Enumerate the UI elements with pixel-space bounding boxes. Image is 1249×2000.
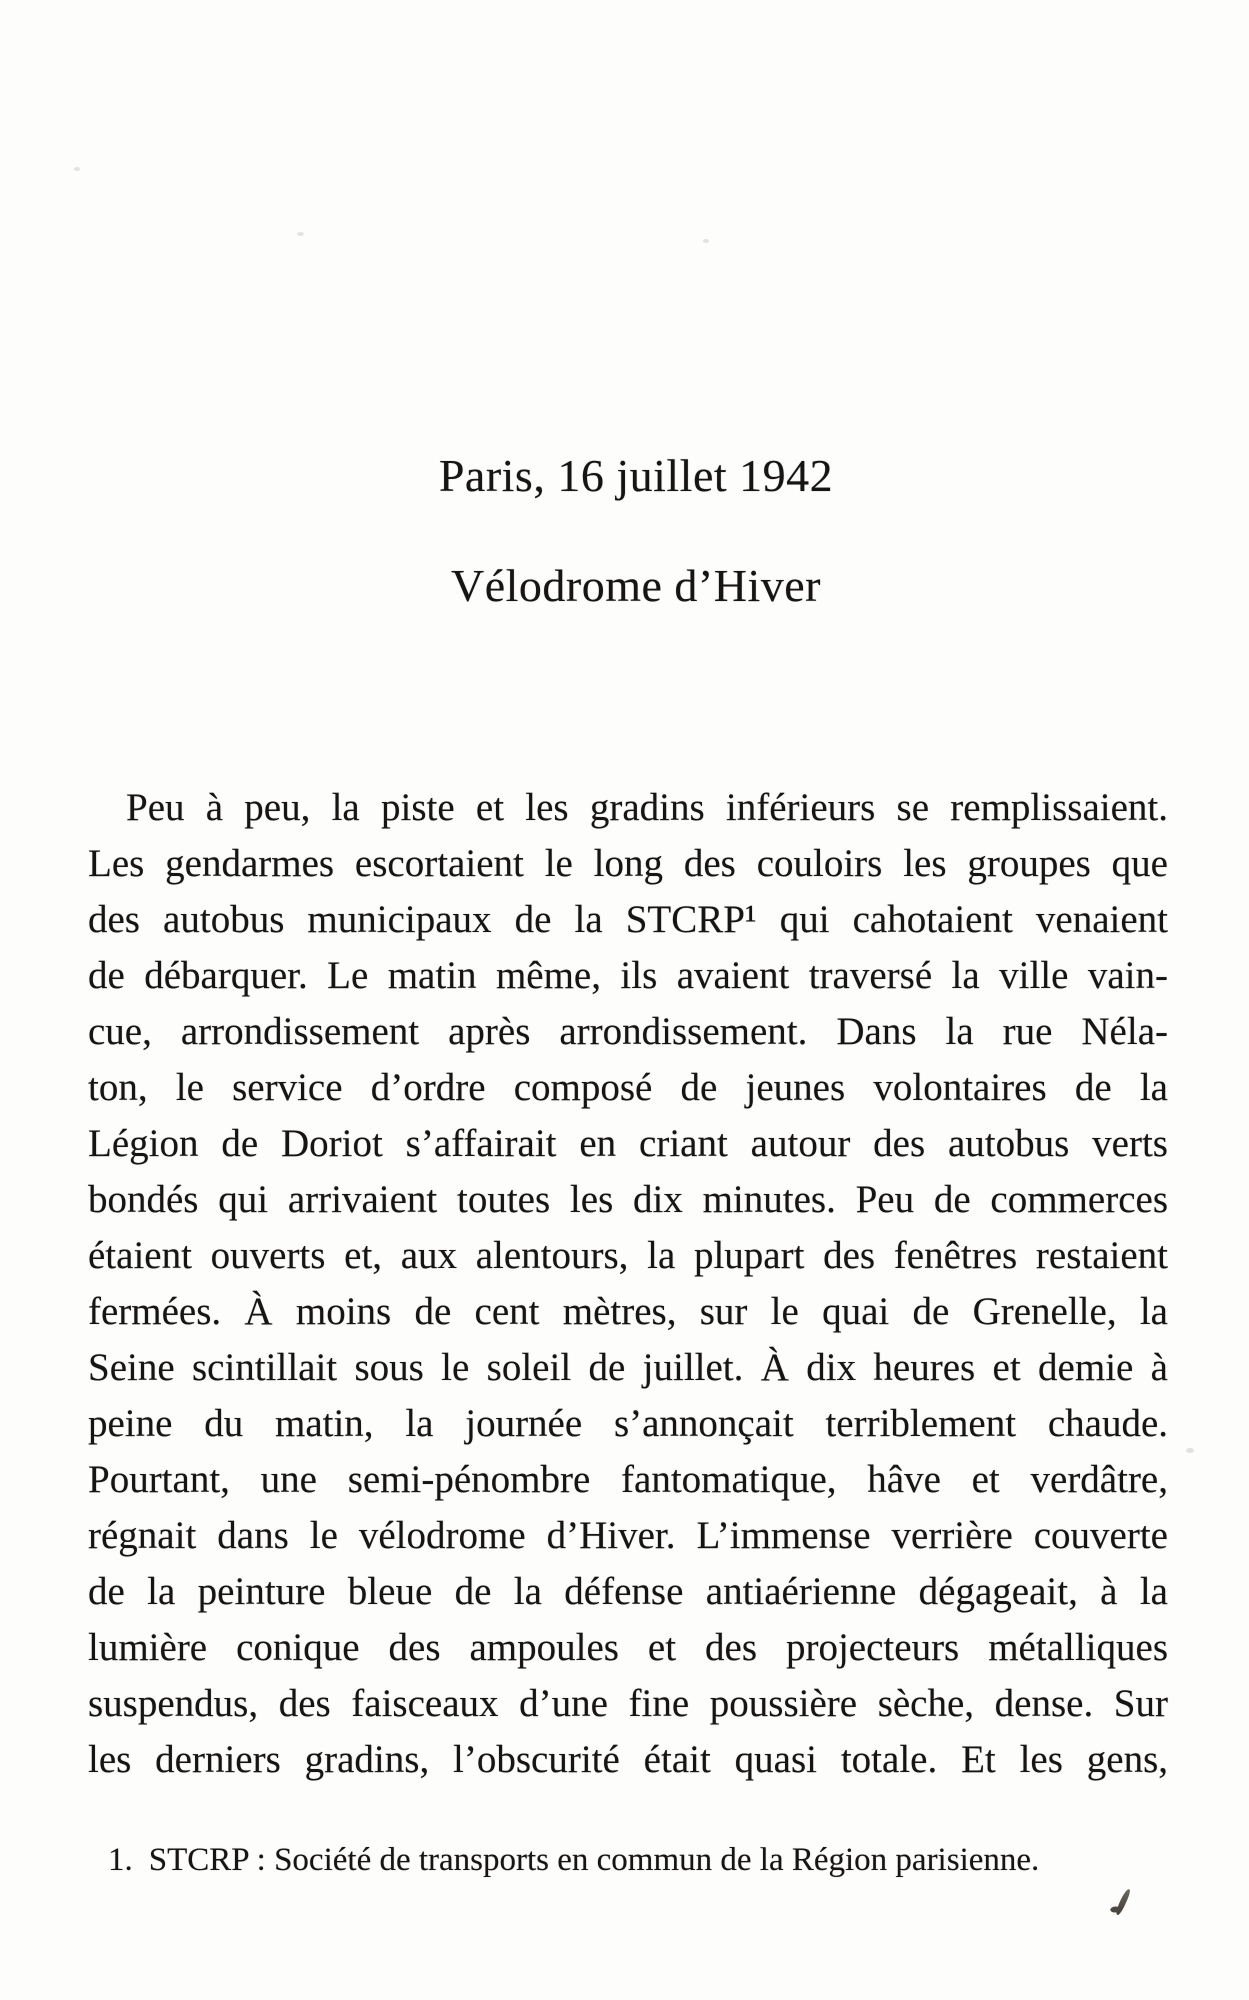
text-line-content: les derniers gradins, l’obscurité était quasi totale. Et les gens, [88,1738,1168,1781]
text-line-content: bondés qui arrivaient toutes les dix minutes. Peu de commerces [88,1178,1168,1221]
text-line-content: Légion de Doriot s’affairait en criant autour des autobus verts [88,1122,1168,1165]
text-line-content: ton, le service d’ordre composé de jeunes volontaires de la [88,1066,1168,1109]
text-line [88,892,1168,948]
text-line-content: régnait dans le vélodrome d’Hiver. L’immense verrière couverte [88,1514,1168,1557]
text-line-content: de la peinture bleue de la défense antiaérienne dégageait, à la [88,1570,1168,1613]
text-line-content: de débarquer. Le matin même, ils avaient traversé la ville vain- [88,954,1168,997]
text-line-content: Peu à peu, la piste et les gradins inférieurs se remplissaient. [126,786,1168,829]
text-line [88,1564,1168,1620]
text-line [88,1284,1168,1340]
text-line [88,1172,1168,1228]
text-line-content: lumière conique des ampoules et des projecteurs métalliques [88,1626,1168,1669]
scan-speck [74,167,80,171]
text-line [88,1228,1168,1284]
text-line-content: peine du matin, la journée s’annonçait terriblement chaude. [88,1402,1168,1445]
text-line [88,1396,1168,1452]
text-line [88,1116,1168,1172]
text-line [88,836,1168,892]
text-line [88,1508,1168,1564]
text-line-content: fermées. À moins de cent mètres, sur le quai de Grenelle, la [88,1290,1168,1333]
text-line-content: suspendus, des faisceaux d’une fine poussière sèche, dense. Sur [88,1682,1168,1725]
footnote-marker: 1. [108,1842,133,1878]
text-line [88,1620,1168,1676]
scan-speck [297,232,304,236]
body-paragraph [88,780,1168,1788]
text-line [88,1004,1168,1060]
scan-speck [703,239,709,243]
text-line-content: étaient ouverts et, aux alentours, la plupart des fenêtres restaient [88,1234,1168,1277]
scan-speck [1186,1448,1194,1453]
ink-speck [1115,1888,1132,1916]
footnote [108,1838,1168,1882]
text-line-content: Seine scintillait sous le soleil de juillet. À dix heures et demie à [88,1346,1168,1389]
text-line [88,1340,1168,1396]
text-line-content: Pourtant, une semi-pénombre fantomatique, hâve et verdâtre, [88,1458,1168,1501]
text-line-content: des autobus municipaux de la STCRP¹ qui cahotaient venaient [88,898,1168,941]
text-line [88,1676,1168,1732]
text-line [88,1732,1168,1788]
text-line-content: cue, arrondissement après arrondissement. Dans la rue Néla- [88,1010,1168,1053]
footnote-text: STCRP : Société de transports en commun de la Région parisienne. [148,1842,1040,1878]
location-subheading: Vélodrome d’Hiver [451,560,821,611]
text-line [88,1060,1168,1116]
text-line [88,780,1168,836]
dateline-heading: Paris, 16 juillet 1942 [438,450,834,501]
text-line [88,948,1168,1004]
text-line-content: Les gendarmes escortaient le long des couloirs les groupes que [88,842,1168,885]
text-line [88,1452,1168,1508]
